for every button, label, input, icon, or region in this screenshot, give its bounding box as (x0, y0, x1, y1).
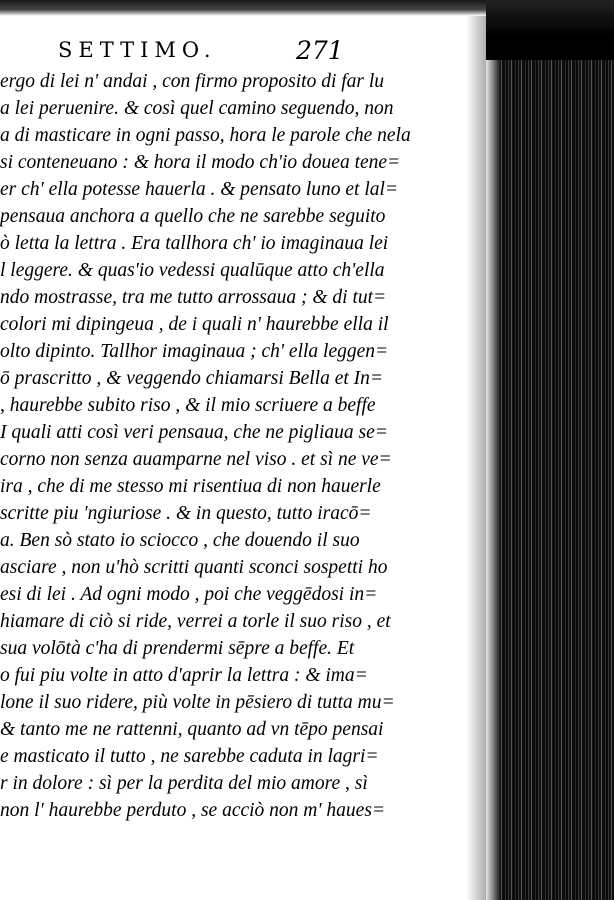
text-line: ergo di lei n' andai , con firmo proposito di far lu (0, 71, 385, 92)
page-number: 271 (296, 36, 344, 65)
text-line: scritte piu 'ngiuriose . & in questo, tutto iracō= (0, 503, 372, 524)
page-block-highlight (486, 0, 500, 900)
text-line: o fui piu volte in atto d'aprir la lettra : & ima= (0, 665, 368, 686)
running-head (0, 38, 486, 68)
gutter-shadow (466, 0, 486, 900)
text-line: pensaua anchora a quello che ne sarebbe seguito (0, 206, 386, 227)
text-line: a di masticare in ogni passo, hora le parole che nela (0, 125, 411, 146)
text-line: hiamare di ciò si ride, verrei a torle il suo riso , et (0, 611, 391, 632)
text-line: olto dipinto. Tallhor imaginaua ; ch' ella leggen= (0, 341, 389, 362)
text-line: & tanto me ne rattenni, quanto ad vn tēpo pensai (0, 719, 384, 740)
text-line: I quali atti così veri pensaua, che ne pigliaua se= (0, 422, 388, 443)
text-line: ō prascritto , & veggendo chiamarsi Bella et In= (0, 368, 384, 389)
body-text (0, 68, 486, 824)
text-line: l leggere. & quas'io vedessi qualūque atto ch'ella (0, 260, 385, 281)
text-line: e masticato il tutto , ne sarebbe caduta in lagri= (0, 746, 379, 767)
text-line: ò letta la lettra . Era tallhora ch' io imaginaua lei (0, 233, 389, 254)
text-line: corno non senza auamparne nel viso . et sì ne ve= (0, 449, 392, 470)
text-line: esi di lei . Ad ogni modo , poi che veggēdosi in= (0, 584, 378, 605)
text-line: a lei peruenire. & così quel camino seguendo, non (0, 98, 394, 119)
top-right-shadow (486, 0, 614, 60)
text-line: colori mi dipingeua , de i quali n' haurebbe ella il (0, 314, 389, 335)
text-line: sua volōtà c'ha di prendermi sēpre a beffe. Et (0, 638, 355, 659)
text-line: ira , che di me stesso mi risentiua di non hauerle (0, 476, 381, 497)
text-line: non l' haurebbe perduto , se acciò non m' haues= (0, 800, 386, 821)
text-line: a. Ben sò stato io sciocco , che douendo il suo (0, 530, 360, 551)
text-line: er ch' ella potesse hauerla . & pensato luno et lal= (0, 179, 399, 200)
text-line: , haurebbe subito riso , & il mio scriuere a beffe (0, 395, 376, 416)
text-line: r in dolore : sì per la perdita del mio amore , sì (0, 773, 368, 794)
text-line: lone il suo ridere, più volte in pēsiero di tutta mu= (0, 692, 395, 713)
page-block-edges (486, 0, 614, 900)
text-line: asciare , non u'hò scritti quanti sconci sospetti ho (0, 557, 388, 578)
running-head-title: SETTIMO. (58, 38, 217, 62)
text-line: si conteneuano : & hora il modo ch'io douea tene= (0, 152, 401, 173)
text-line: ndo mostrasse, tra me tutto arrossaua ; & di tut= (0, 287, 387, 308)
